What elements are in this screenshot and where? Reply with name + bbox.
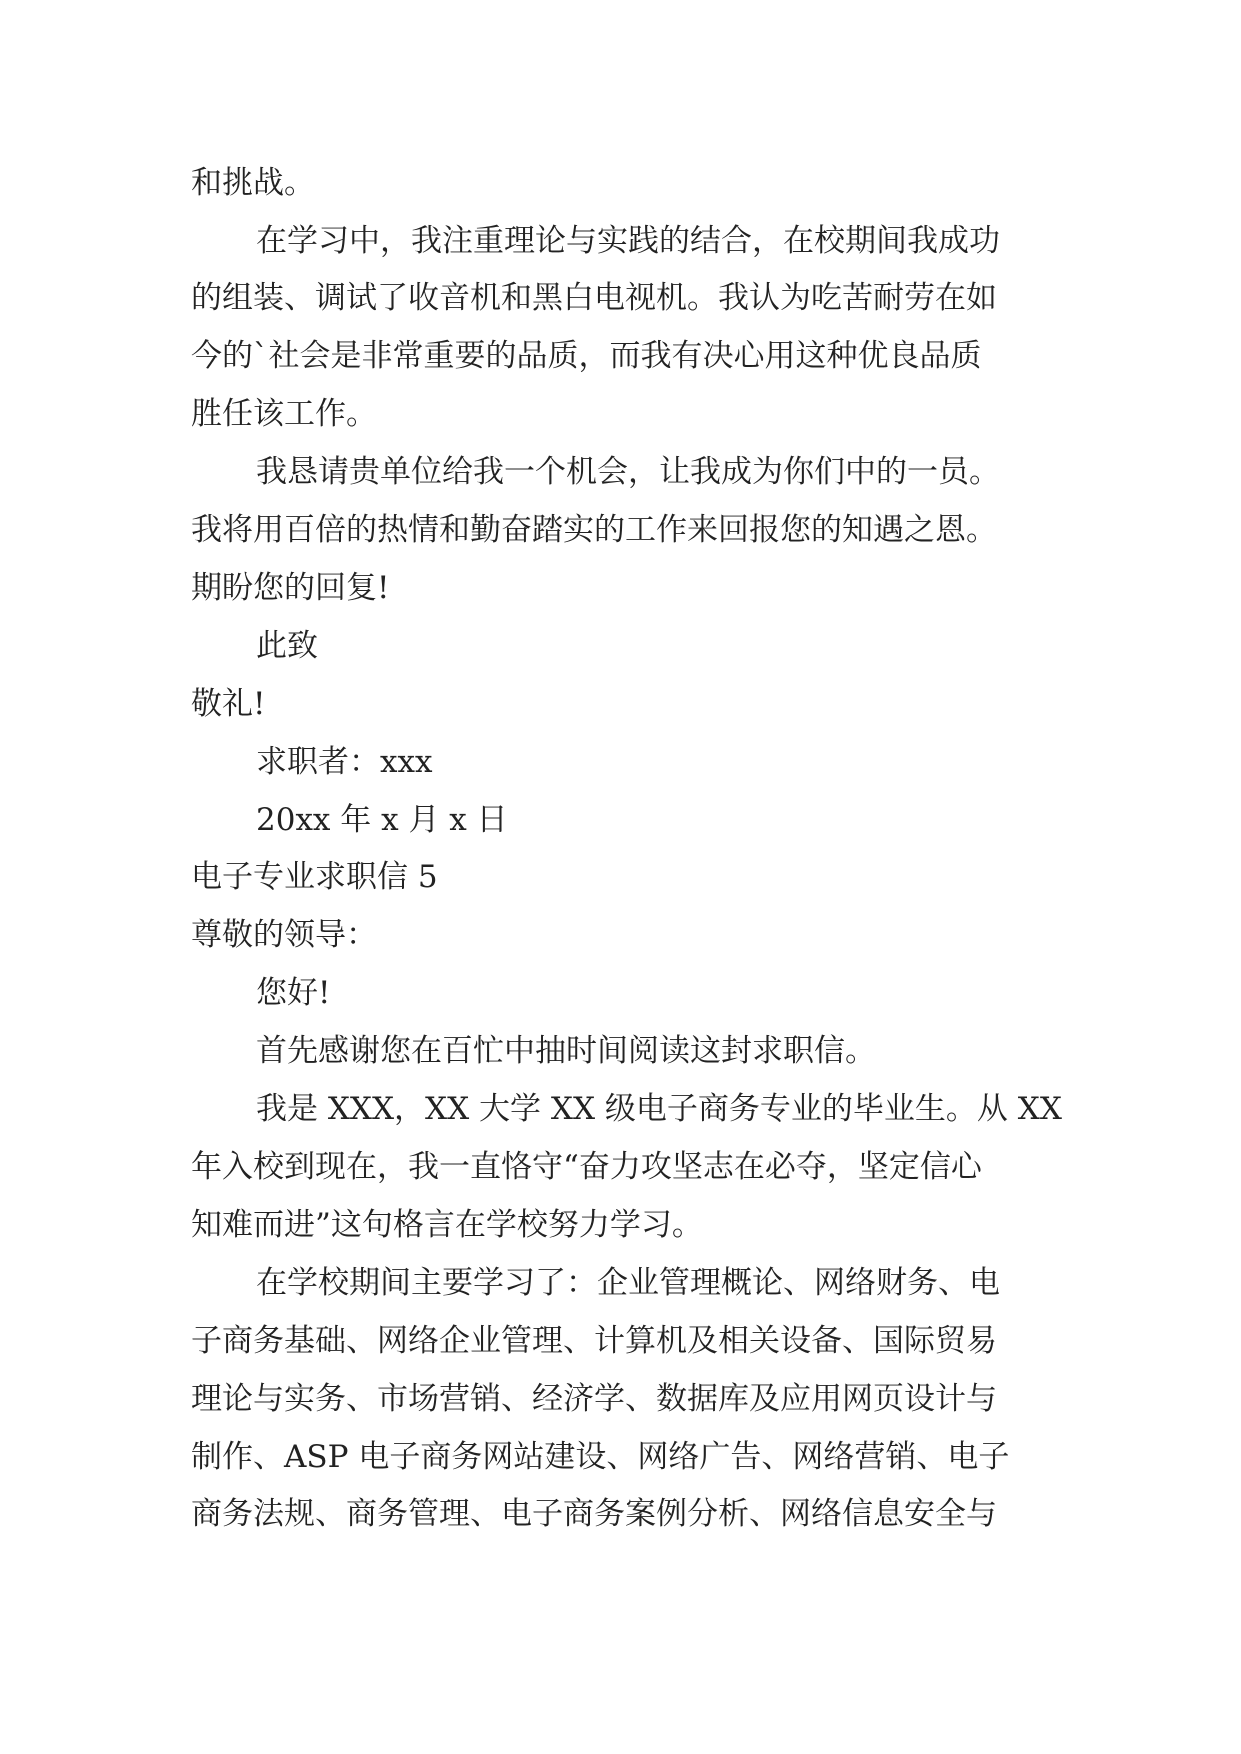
text-line: 制作、ASP 电子商务网站建设、网络广告、网络营销、电子 xyxy=(191,1439,1010,1475)
signature-applicant: 求职者：xxx xyxy=(256,744,433,780)
text-line: 我是 XXX，XX 大学 XX 级电子商务专业的毕业生。从 XX xyxy=(256,1091,1062,1127)
text-line: 知难而进”这句格言在学校努力学习。 xyxy=(191,1207,703,1243)
text-line: 今的`社会是非常重要的品质，而我有决心用这种优良品质 xyxy=(191,338,982,374)
text-line: 期盼您的回复! xyxy=(191,570,390,606)
text-line: 我将用百倍的热情和勤奋踏实的工作来回报您的知遇之恩。 xyxy=(191,512,997,548)
signature-date: 20xx 年 x 月 x 日 xyxy=(256,802,508,838)
text-line: 我恳请贵单位给我一个机会，让我成为你们中的一员。 xyxy=(256,454,1000,490)
text-line: 商务法规、商务管理、电子商务案例分析、网络信息安全与 xyxy=(191,1496,997,1532)
closing-phrase: 此致 xyxy=(256,628,318,664)
salutation: 尊敬的领导： xyxy=(191,917,377,953)
text-line: 胜任该工作。 xyxy=(191,396,377,432)
text-line: 年入校到现在，我一直恪守“奋力攻坚志在必夺，坚定信心 xyxy=(191,1149,982,1185)
closing-salute: 敬礼! xyxy=(191,686,266,722)
text-line: 首先感谢您在百忙中抽时间阅读这封求职信。 xyxy=(256,1033,876,1069)
text-line: 的组装、调试了收音机和黑白电视机。我认为吃苦耐劳在如 xyxy=(191,280,997,316)
text-line: 理论与实务、市场营销、经济学、数据库及应用网页设计与 xyxy=(191,1381,997,1417)
text-line: 和挑战。 xyxy=(191,165,315,201)
text-line: 在学习中，我注重理论与实践的结合，在校期间我成功 xyxy=(256,223,1000,259)
section-title: 电子专业求职信 5 xyxy=(191,859,438,895)
text-line: 子商务基础、网络企业管理、计算机及相关设备、国际贸易 xyxy=(191,1323,997,1359)
text-line: 在学校期间主要学习了：企业管理概论、网络财务、电 xyxy=(256,1265,1000,1301)
greeting: 您好! xyxy=(256,975,331,1011)
